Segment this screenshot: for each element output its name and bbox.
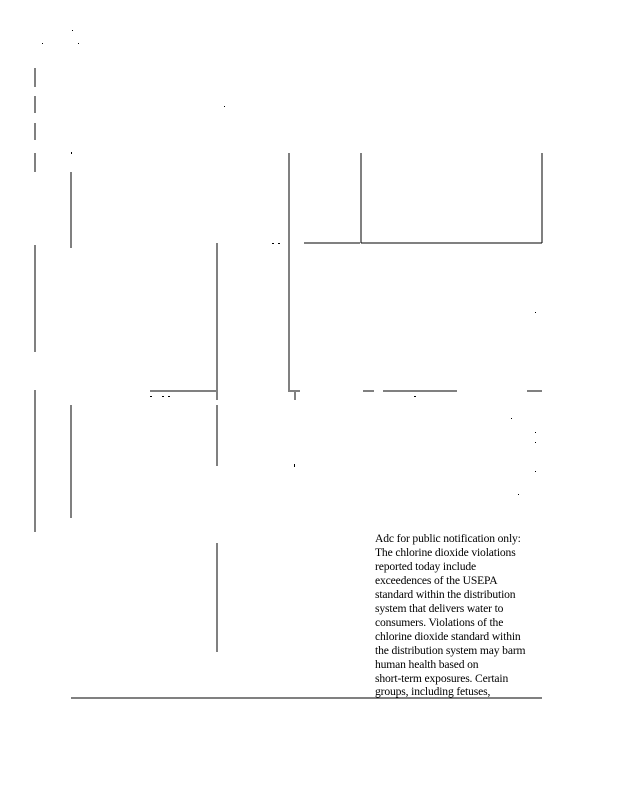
note-line: system that delivers water to xyxy=(375,601,504,615)
note-line: the distribution system may barm xyxy=(375,643,526,657)
note-line: human health based on xyxy=(375,657,479,671)
note-line: consumers. Violations of the xyxy=(375,615,504,629)
note-line: standard within the distribution xyxy=(375,587,516,601)
note-line: The chlorine dioxide violations xyxy=(375,545,516,559)
note-line: groups, including fetuses, xyxy=(375,685,491,699)
note-line: chlorine dioxide standard within xyxy=(375,629,521,643)
note-line: exceedences of the USEPA xyxy=(375,573,498,587)
note-line: Adc for public notification only: xyxy=(375,532,521,545)
note-line: short-term exposures. Certain xyxy=(375,671,509,685)
public-notification-note xyxy=(375,532,545,699)
note-line: reported today include xyxy=(375,559,477,573)
